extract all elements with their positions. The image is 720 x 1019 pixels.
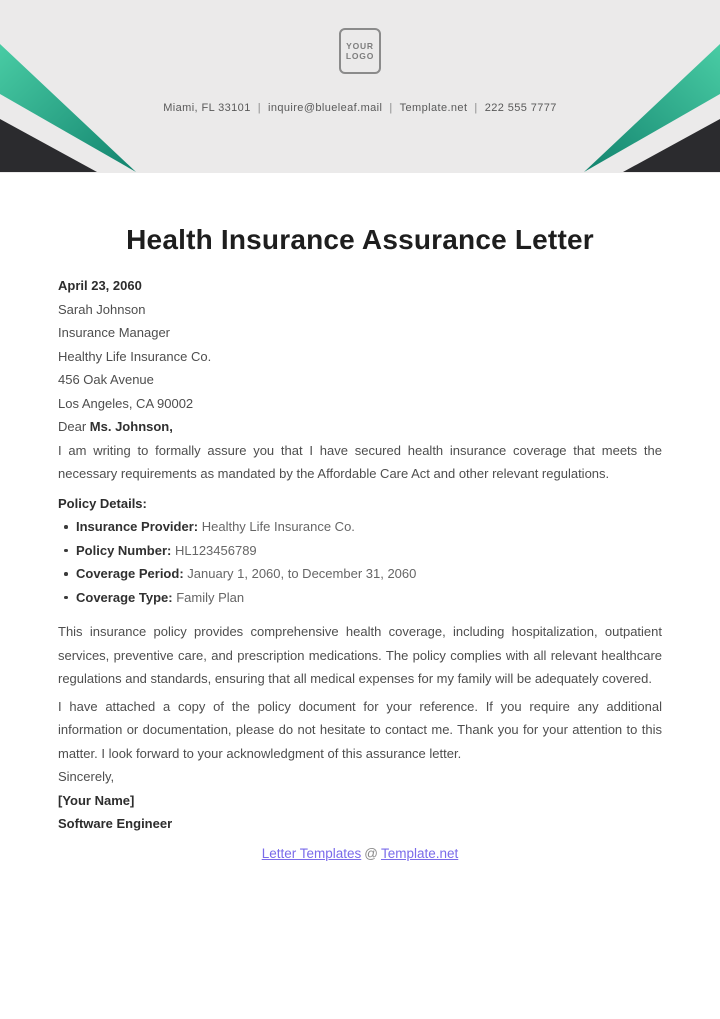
contact-separator: | — [389, 102, 393, 114]
policy-item-label: Policy Number: — [76, 542, 172, 558]
policy-item-label: Insurance Provider: — [76, 519, 199, 534]
body-paragraph-2: I have attached a copy of the policy document for your reference. If you require any additional information or documentation, please do not hesitate to contact me. Thank you for your attention to this matter. I look forward to your acknowledgment of this assurance letter. — [58, 698, 662, 761]
attribution-at-symbol: @ — [364, 845, 378, 861]
recipient-company: Healthy Life Insurance Co. — [58, 348, 212, 364]
letter-content — [0, 223, 720, 865]
contact-separator: | — [474, 102, 478, 114]
policy-item-number — [64, 539, 662, 563]
salutation-name: Ms. Johnson, — [89, 419, 173, 434]
letter-title: Health Insurance Assurance Letter — [126, 224, 594, 255]
policy-item-label: Coverage Type: — [76, 589, 173, 605]
contact-website: Template.net — [399, 102, 468, 114]
letterhead — [0, 0, 720, 173]
body-paragraph-1: This insurance policy provides comprehensive health coverage, including hospitalization, outpatient services, preventive care, and prescription medications. The policy complies with all relevant healthcare regulations and standards, ensuring that all medical expenses for my family will be adequately covered. — [58, 624, 662, 686]
recipient-city: Los Angeles, CA 90002 — [58, 395, 194, 411]
contact-location: Miami, FL 33101 — [163, 102, 251, 114]
letter-date: April 23, 2060 — [58, 278, 142, 293]
policy-item-provider — [64, 515, 662, 539]
contact-separator: | — [257, 102, 261, 114]
logo-text-line2: LOGO — [345, 51, 375, 61]
letter-templates-link[interactable]: Letter Templates — [261, 845, 362, 861]
header-corner-decorations — [0, 0, 720, 173]
policy-details-list — [58, 515, 662, 609]
recipient-name: Sarah Johnson — [58, 301, 146, 317]
policy-item-value: January 1, 2060, to December 31, 2060 — [183, 566, 417, 581]
contact-phone: 222 555 7777 — [484, 102, 557, 114]
logo-placeholder[interactable] — [339, 28, 381, 74]
policy-details-heading: Policy Details: — [58, 495, 147, 511]
template-net-link[interactable]: Template.net — [380, 845, 459, 861]
salutation-prefix: Dear — [58, 419, 90, 434]
recipient-street: 456 Oak Avenue — [58, 372, 154, 387]
intro-paragraph: I am writing to formally assure you that I have secured health insurance coverage that meets the necessary requirements as mandated by the Affordable Care Act and other relevant regulations. — [58, 442, 662, 481]
signature-name: [Your Name] — [58, 792, 135, 808]
policy-item-period — [64, 562, 662, 586]
policy-item-value: Healthy Life Insurance Co. — [198, 519, 355, 534]
policy-item-value: HL123456789 — [171, 542, 257, 558]
policy-item-value: Family Plan — [172, 589, 245, 605]
signature-role: Software Engineer — [58, 816, 173, 831]
salutation — [58, 415, 662, 439]
logo-text-line1: YOUR — [346, 40, 374, 51]
recipient-role: Insurance Manager — [58, 325, 171, 340]
policy-item-label: Coverage Period: — [76, 566, 184, 581]
template-attribution — [58, 842, 662, 865]
closing: Sincerely, — [58, 769, 115, 784]
contact-email: inquire@blueleaf.mail — [268, 102, 383, 114]
letterhead-contact-line — [0, 102, 720, 114]
policy-item-type — [64, 586, 662, 610]
